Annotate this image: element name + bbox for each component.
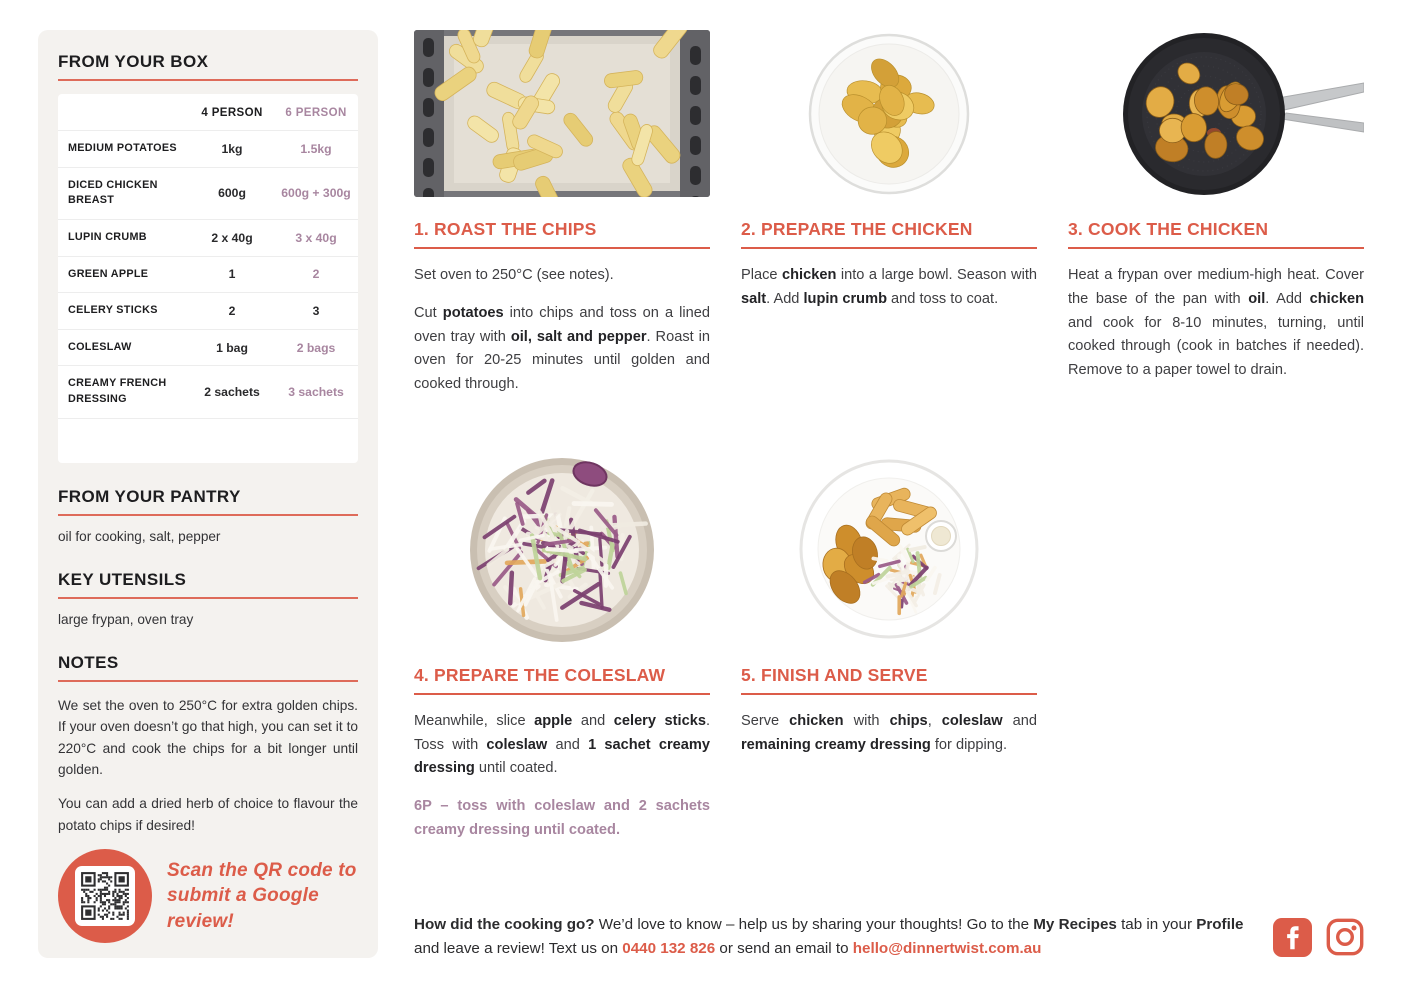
photo-coleslaw [414, 457, 710, 643]
from-your-box-section [58, 52, 358, 487]
notes-section [58, 653, 358, 849]
footer [414, 913, 1365, 962]
divider [58, 680, 358, 682]
step-1-roast-the-chips [414, 30, 710, 411]
step-2-prepare-the-chicken [741, 30, 1037, 411]
qr-caption-line2: submit a Google review! [167, 885, 319, 932]
notes-title: NOTES [58, 652, 119, 672]
steps-grid [414, 30, 1365, 857]
pantry-items: oil for cooking, salt, pepper [58, 528, 221, 544]
box-table-body [58, 131, 358, 419]
step-1-instructions: Set oven to 250°C (see notes). Cut potatoes into chips and toss on a lined oven tray with oil, salt and pepper. Roast in oven for 20-25 minutes until golden and cooked through. [414, 267, 711, 393]
photo-prepare-chicken [741, 30, 1037, 197]
sidebar [38, 30, 378, 958]
instagram-icon[interactable] [1325, 917, 1365, 957]
table-header-row [58, 96, 358, 131]
qr-caption-line1: Scan the QR code to [167, 859, 357, 881]
ingredients-table [58, 94, 358, 463]
qr-circle [58, 849, 152, 943]
key-utensils-section [58, 570, 358, 653]
divider [741, 247, 1037, 249]
step-3-title: 3. COOK THE CHICKEN [1068, 219, 1269, 239]
step-4-instructions: Meanwhile, slice apple and celery sticks. Toss with coleslaw and 1 sachet creamy dressing until coated. 6P – toss with coleslaw and 2 sachets creamy dressing until coated. [414, 712, 710, 839]
table-row: GREEN APPLE 1 2 [58, 256, 358, 293]
step-4-title: 4. PREPARE THE COLESLAW [414, 664, 666, 685]
notes-text: We set the oven to 250°C for extra golden chips. If your oven doesn’t go that high, you can set it to 220°C and cook the chips for a bit longer until golden. You can add a dried herb of choice to flavour the potato chips if desired! [58, 697, 358, 833]
step-3-instructions: Heat a frypan over medium-high heat. Cover the base of the pan with oil. Add chicken and cook for 8-10 minutes, turning, until cooked through (cook in batches if needed). Remove to a paper towel to drain. [1068, 267, 1364, 379]
divider [741, 693, 1037, 695]
from-your-box-title: FROM YOUR BOX [58, 52, 209, 71]
photo-finished-plate [741, 457, 1037, 643]
step-1-title: 1. ROAST THE CHIPS [414, 219, 597, 239]
divider [1068, 247, 1364, 249]
utensil-items: large frypan, oven tray [58, 611, 194, 627]
key-utensils-title: KEY UTENSILS [58, 569, 187, 589]
photo-roast-chips [414, 30, 710, 197]
divider [58, 79, 358, 81]
step-5-instructions: Serve chicken with chips, coleslaw and remaining creamy dressing for dipping. [741, 712, 1038, 753]
from-your-pantry-section [58, 487, 358, 570]
divider [58, 597, 358, 599]
facebook-icon[interactable] [1273, 918, 1312, 957]
table-row: CELERY STICKS 2 3 [58, 293, 358, 330]
table-row: CREAMY FRENCH DRESSING 2 sachets 3 sachets [58, 366, 358, 418]
divider [414, 693, 710, 695]
qr-code-icon [79, 870, 131, 922]
divider [414, 247, 710, 249]
step-3-cook-the-chicken [1068, 30, 1364, 411]
4-person-column-header: 4 PERSON [201, 107, 263, 119]
google-review-block [58, 849, 358, 943]
table-row: MEDIUM POTATOES 1kg 1.5kg [58, 131, 358, 168]
step-4-prepare-the-coleslaw [414, 457, 710, 857]
table-row: DICED CHICKEN BREAST 600g 600g + 300g [58, 167, 358, 219]
footer-feedback-text: How did the cooking go? We’d love to know – help us by sharing your thoughts! Go to the My Recipes tab in your Profile and leave a review! Text us on 0440 132 826 or send an email to hello@dinnertwist.com.au [414, 915, 1244, 958]
photo-cook-chicken [1068, 30, 1364, 197]
divider [58, 514, 358, 516]
qr-caption [167, 858, 358, 935]
table-row: LUPIN CRUMB 2 x 40g 3 x 40g [58, 219, 358, 256]
recipe-steps-area [378, 0, 1403, 992]
step-5-finish-and-serve [741, 457, 1037, 857]
table-row: COLESLAW 1 bag 2 bags [58, 329, 358, 366]
step-2-instructions: Place chicken into a large bowl. Season with salt. Add lupin crumb and toss to coat. [741, 267, 1037, 307]
step-2-title: 2. PREPARE THE CHICKEN [741, 219, 973, 239]
social-links [1273, 917, 1365, 957]
step-5-title: 5. FINISH AND SERVE [741, 664, 928, 685]
item-column-header [58, 96, 190, 131]
qr-code [75, 866, 135, 926]
6-person-column-header: 6 PERSON [285, 107, 347, 119]
from-your-pantry-title: FROM YOUR PANTRY [58, 486, 241, 506]
